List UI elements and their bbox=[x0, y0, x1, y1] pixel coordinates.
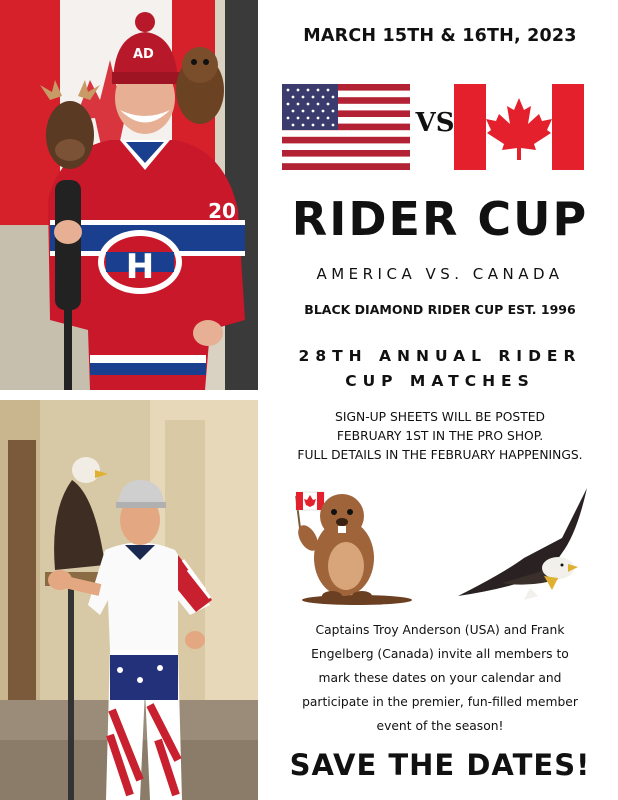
annual-line: 28TH ANNUAL RIDER bbox=[298, 347, 582, 365]
signup-line: FULL DETAILS IN THE FEBRUARY HAPPENINGS. bbox=[297, 448, 583, 462]
beanie-letters: AD bbox=[133, 47, 154, 62]
signup-line: FEBRUARY 1ST IN THE PRO SHOP. bbox=[336, 429, 544, 443]
captains-line: Engelberg (Canada) invite all members to bbox=[311, 647, 569, 661]
event-title: RIDER CUP bbox=[291, 192, 589, 246]
event-subtitle: AMERICA VS. CANADA bbox=[316, 265, 564, 283]
signup-notice bbox=[262, 408, 618, 465]
jersey-number: 20 bbox=[208, 199, 236, 223]
photo-canada-captain bbox=[0, 0, 258, 390]
mascots-row bbox=[262, 478, 618, 608]
photo-usa-captain bbox=[0, 400, 258, 800]
svg-text:H: H bbox=[125, 247, 155, 287]
beaver-mascot-icon bbox=[294, 492, 412, 605]
captains-line: mark these dates on your calendar and bbox=[318, 671, 562, 685]
canada-flag-icon bbox=[454, 84, 584, 170]
photo-canada-captain-illustration bbox=[0, 0, 258, 390]
save-the-dates: SAVE THE DATES! bbox=[289, 748, 591, 782]
event-dates: MARCH 15TH & 16TH, 2023 bbox=[303, 26, 577, 46]
door bbox=[8, 440, 36, 700]
captains-invitation bbox=[262, 618, 618, 738]
eagle-mascot-icon bbox=[458, 488, 587, 600]
captains-line: Captains Troy Anderson (USA) and Frank bbox=[315, 623, 565, 637]
annual-matches-heading bbox=[262, 344, 618, 394]
signup-line: SIGN-UP SHEETS WILL BE POSTED bbox=[335, 410, 545, 424]
usa-flag-icon bbox=[282, 84, 410, 170]
captains-line: event of the season! bbox=[376, 719, 504, 733]
captains-line: participate in the premier, fun-filled member bbox=[302, 695, 578, 709]
mascots-illustration bbox=[262, 478, 618, 608]
photo-usa-captain-illustration bbox=[0, 400, 258, 800]
established-line: BLACK DIAMOND RIDER CUP EST. 1996 bbox=[304, 302, 576, 317]
annual-line: CUP MATCHES bbox=[345, 372, 535, 390]
flags-row bbox=[262, 82, 618, 174]
vs-label: VS bbox=[415, 108, 455, 138]
